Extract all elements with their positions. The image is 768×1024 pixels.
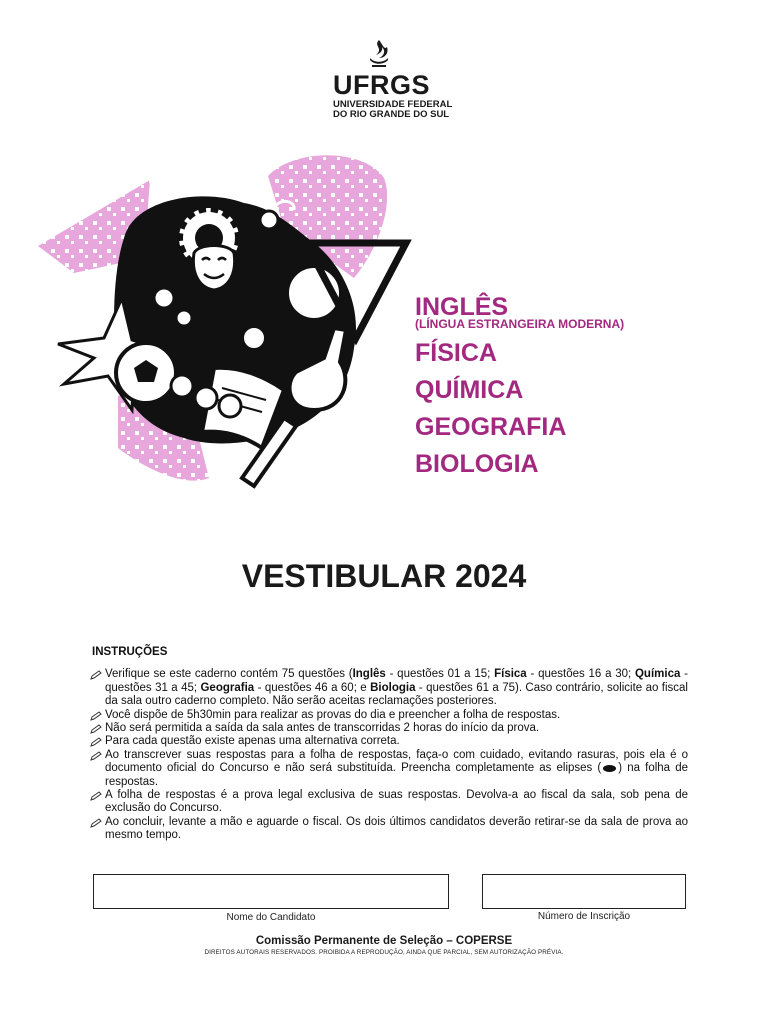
candidate-name-field[interactable] <box>93 874 449 909</box>
subject-geografia: GEOGRAFIA <box>415 413 567 441</box>
instr-text: - questões 31 a 45; <box>105 668 688 694</box>
instruction-item <box>92 668 688 708</box>
subject-biologia: BIOLOGIA <box>415 450 539 478</box>
instruction-item <box>92 789 688 816</box>
flame-logo-icon <box>364 38 394 70</box>
registration-number-field[interactable] <box>482 874 686 909</box>
logo-subtitle <box>333 100 452 120</box>
pencil-icon <box>90 737 102 747</box>
instr-text: Para cada questão existe apenas uma alternativa correta. <box>105 735 400 748</box>
pencil-icon <box>90 711 102 721</box>
logo-name: UFRGS <box>333 70 430 100</box>
pencil-icon <box>90 751 102 761</box>
instructions <box>92 646 688 843</box>
instruction-item <box>92 735 688 748</box>
instr-text: Você dispõe de 5h30min para realizar as provas do dia e preencher a folha de respostas. <box>105 708 561 721</box>
subject-ingles-note: (LÍNGUA ESTRANGEIRA MODERNA) <box>415 317 625 331</box>
instr-text: - questões 61 a 75). Caso contrário, solicite ao fiscal da sala outro caderno completo. Não serão aceitas reclamações posteriores. <box>105 681 688 708</box>
instruction-item <box>92 816 688 843</box>
instr-bold: Biologia <box>370 681 416 694</box>
pencil-icon <box>90 791 102 801</box>
logo-line-1: UNIVERSIDADE FEDERAL <box>333 99 453 110</box>
ufrgs-logo <box>326 38 453 122</box>
subject-fisica: FÍSICA <box>415 339 497 367</box>
instr-text: A folha de respostas é a prova legal exclusiva de suas respostas. Devolva-a ao fiscal da sala, sob pena de exclusão do Concurso. <box>105 789 688 815</box>
candidate-name-label: Nome do Candidato <box>226 912 316 923</box>
instr-text: - questões 46 a 60; e <box>254 681 371 694</box>
instr-text: Não será permitida a saída da sala antes de transcorridas 2 horas do início da prova. <box>105 722 540 735</box>
pencil-icon <box>90 818 102 828</box>
cover-illustration <box>34 148 418 494</box>
subject-list <box>415 292 624 479</box>
instr-text: Ao transcrever suas respostas para a folha de respostas, faça-o com cuidado, evitando rasuras, pois ela é o documento oficial do Concurso e não será substituída. Preencha completamente as elipses ( <box>105 748 688 775</box>
instr-bold: Química <box>634 668 681 681</box>
instructions-list <box>92 668 688 842</box>
instr-text: ) na folha de respostas. <box>105 762 689 788</box>
instr-bold: Física <box>494 668 527 681</box>
registration-number-label: Número de Inscrição <box>537 911 631 922</box>
instr-bold: Geografia <box>200 681 255 694</box>
subject-quimica: QUÍMICA <box>415 376 524 404</box>
filled-ellipse-icon <box>603 765 616 772</box>
instr-text: - questões 01 a 15; <box>385 668 495 681</box>
instr-bold: Inglês <box>352 668 386 681</box>
instruction-item <box>92 709 688 722</box>
pencil-icon <box>90 724 102 734</box>
footer-commission: Comissão Permanente de Seleção – COPERSE <box>255 935 513 947</box>
instr-text: Ao concluir, levante a mão e aguarde o fiscal. Os dois últimos candidatos deverão retirar-se da sala de prova ao mesmo tempo. <box>105 815 688 842</box>
subject-ingles: INGLÊS <box>415 293 509 321</box>
instruction-item <box>92 722 688 735</box>
instructions-heading: INSTRUÇÕES <box>92 646 168 658</box>
instr-text: Verifique se este caderno contém 75 questões ( <box>105 668 353 681</box>
footer-copyright: DIREITOS AUTORAIS RESERVADOS. PROIBIDA A REPRODUÇÃO, AINDA QUE PARCIAL, SEM AUTORIZAÇÃO PRÉVIA. <box>204 949 564 956</box>
logo-line-2: DO RIO GRANDE DO SUL <box>333 109 450 120</box>
footer <box>0 935 768 956</box>
pencil-icon <box>90 670 102 680</box>
exam-title: VESTIBULAR 2024 <box>241 558 527 594</box>
instr-text: - questões 16 a 30; <box>526 668 635 681</box>
instruction-item <box>92 749 688 789</box>
